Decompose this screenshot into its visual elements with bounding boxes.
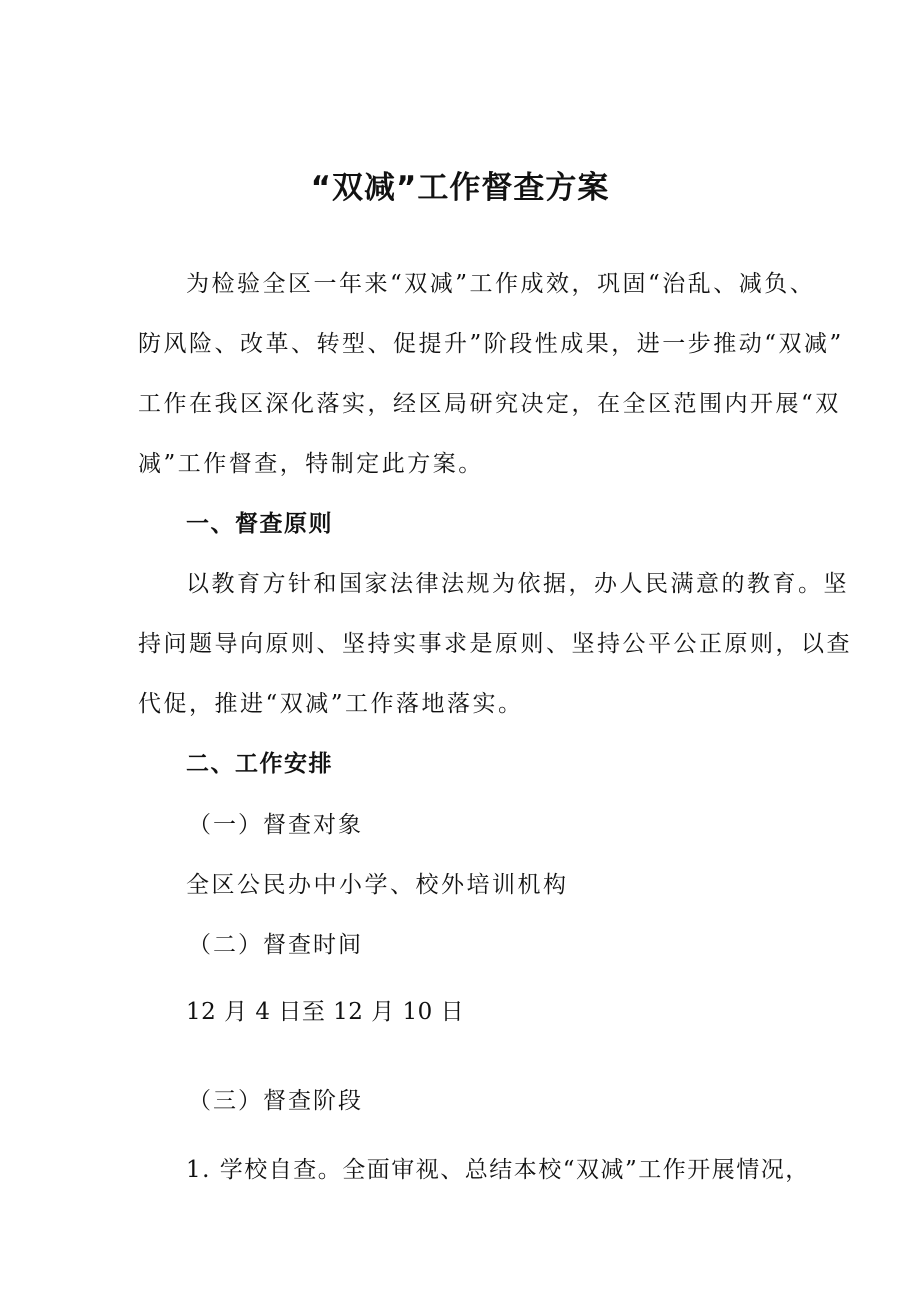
subsection-1-text: 全区公民办中小学、校外培训机构 [186, 872, 569, 898]
intro-line-4: 减”工作督查，特制定此方案。 [138, 451, 484, 477]
intro-line-2: 防风险、改革、转型、促提升”阶段性成果，进一步推动“双减” [138, 331, 844, 357]
section-1-line-1: 以教育方针和国家法律法规为依据，办人民满意的教育。坚 [186, 571, 849, 597]
subsection-1-heading: （一）督查对象 [188, 812, 363, 838]
subsection-3-text: 1. 学校自查。全面审视、总结本校“双减”工作开展情况， [186, 1157, 810, 1183]
section-1-heading: 一、督查原则 [186, 511, 333, 537]
section-2-heading: 二、工作安排 [186, 751, 333, 777]
document-title: “双减”工作督查方案 [310, 170, 610, 206]
intro-line-3: 工作在我区深化落实，经区局研究决定，在全区范围内开展“双 [138, 391, 841, 417]
section-1-line-2: 持问题导向原则、坚持实事求是原则、坚持公平公正原则，以查 [138, 631, 852, 657]
section-1-line-3: 代促，推进“双减”工作落地落实。 [138, 691, 524, 717]
subsection-2-heading: （二）督查时间 [188, 932, 363, 958]
subsection-2-text: 12 月 4 日至 12 月 10 日 [186, 999, 465, 1025]
subsection-3-heading: （三）督查阶段 [188, 1088, 363, 1114]
intro-line-1: 为检验全区一年来“双减”工作成效，巩固“治乱、减负、 [186, 271, 816, 297]
